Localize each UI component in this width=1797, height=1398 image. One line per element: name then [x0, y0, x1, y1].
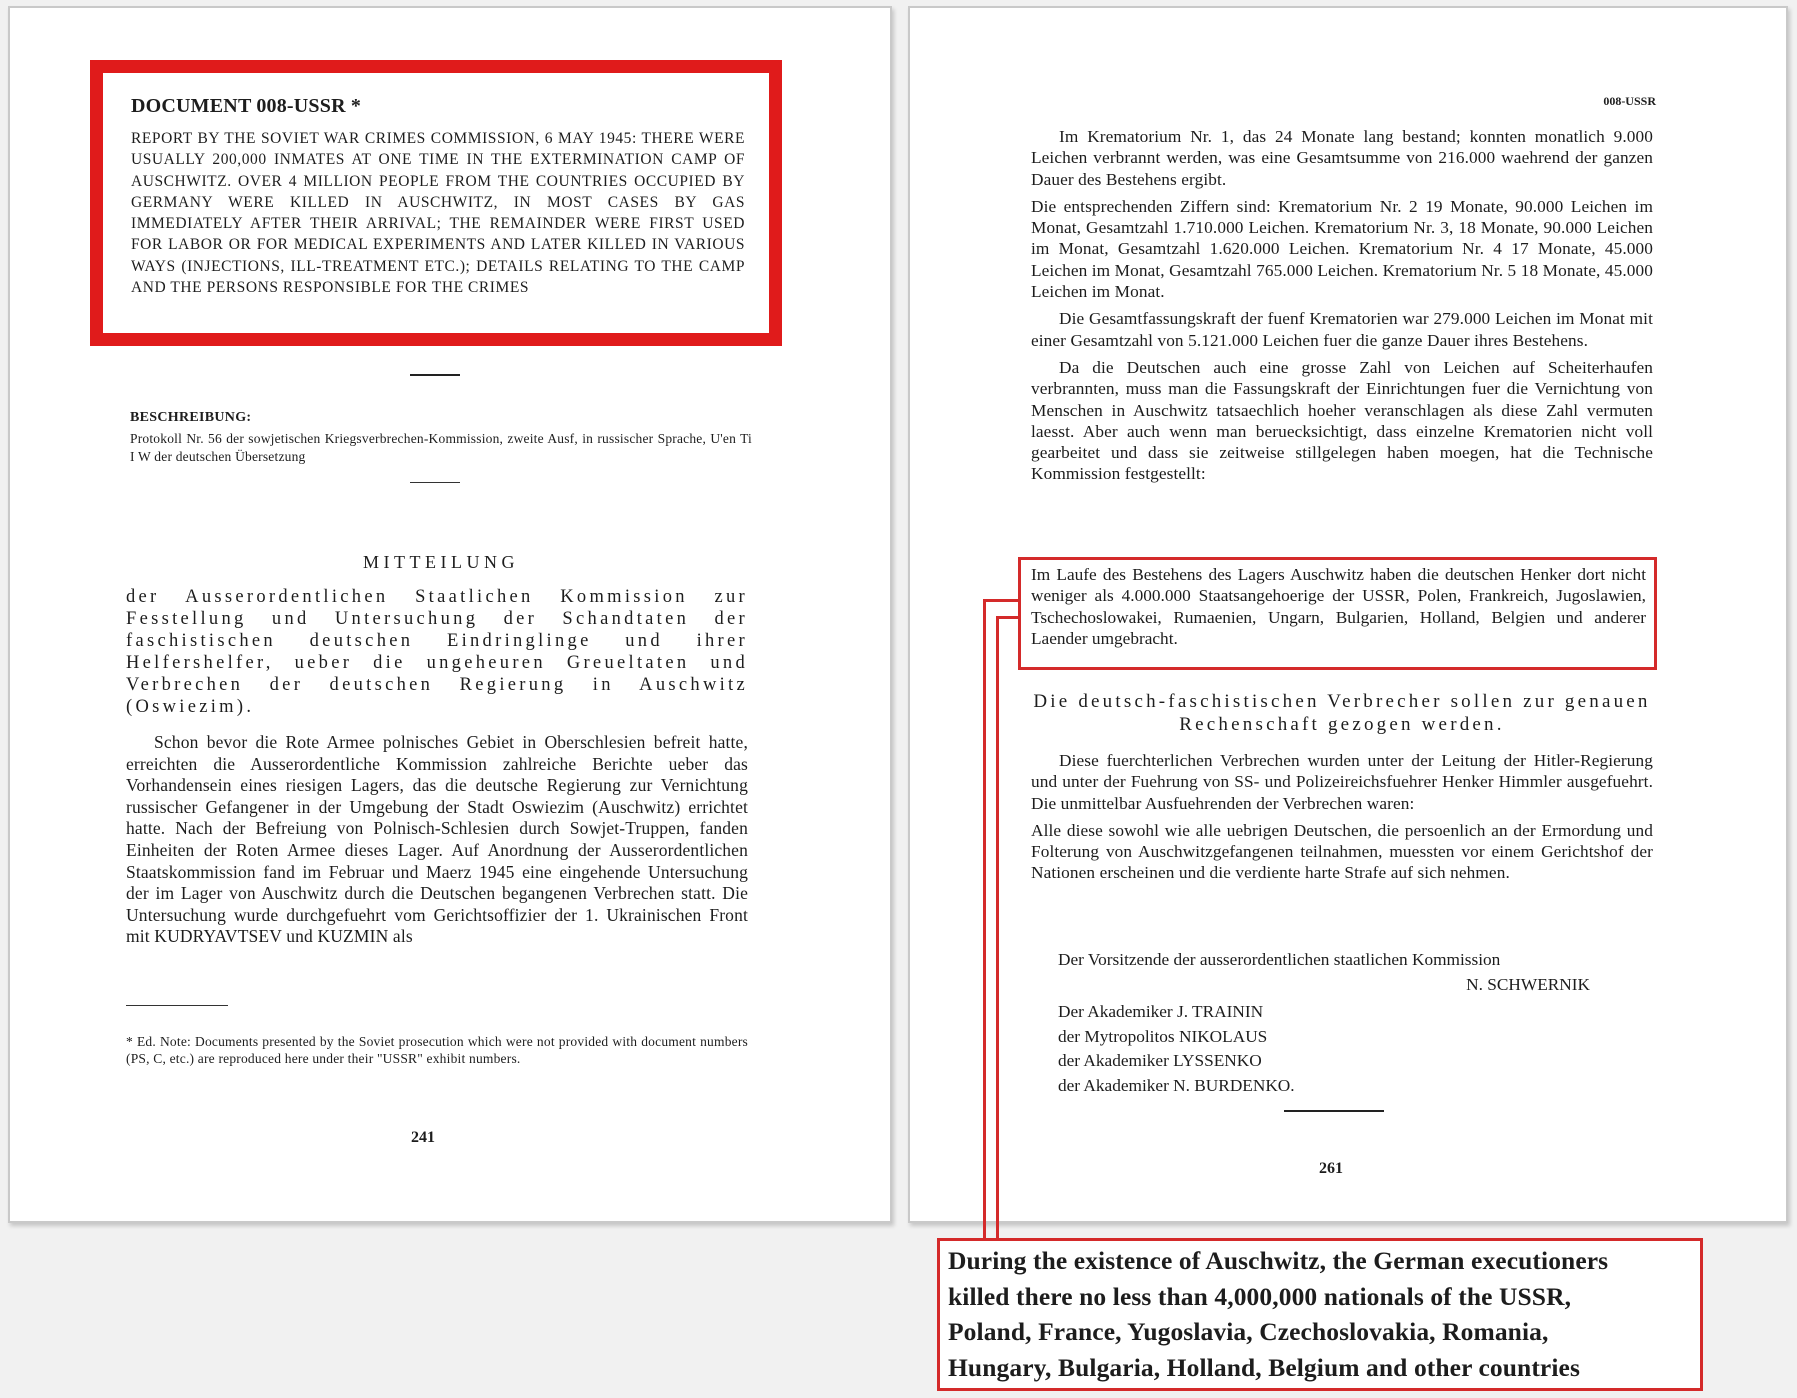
callout-connector-inner [996, 616, 999, 1240]
highlighted-paragraph: Im Laufe des Bestehens des Lagers Auschwitz haben die deutschen Henker dort nicht weniger als 4.000.000 Staatsangehoerige der USSR, Polen, Frankreich, Jugoslawien, Tschechoslowakei, Rumaenien, Ungarn, Bulgarien, Holland, Belgien und anderer Laender umgebracht. [1031, 565, 1646, 648]
paragraph-total-capacity: Die Gesamtfassungskraft der fuenf Krematorien war 279.000 Leichen im Monat mit einer Gesamtzahl von 5.121.000 Leichen fuer die ganze Dauer ihres Bestehens. [1031, 309, 1653, 350]
chair-signature [1058, 948, 1658, 997]
mitteilung-text: der Ausserordentlichen Staatlichen Kommission zur Fesstellung und Untersuchung der Schandtaten der faschistischen deutschen Eindringlinge und ihrer Helfershelfer, ueber die ungeheuren Greueltaten und Verbrechen der deutschen Regierung in Auschwitz (Oswiezim). [126, 587, 748, 717]
paragraph-gerichtshof: Alle diese sowohl wie alle uebrigen Deutschen, die persoenlich an der Ermordung und Folterung von Auschwitzgefangenen teilnahmen, muessten vor einem Gerichtshof der Nationen erscheinen und die verdiente harte Strafe auf sich nehmen. [1031, 820, 1653, 883]
signatory: der Akademiker N. BURDENKO. [1058, 1075, 1295, 1095]
beschreibung-text: Protokoll Nr. 56 der sowjetischen Kriegsverbrechen-Kommission, zweite Ausf, in russischer Sprache, U'en Ti I W der deutschen Übersetzung [130, 431, 752, 464]
right-document-page [908, 6, 1788, 1223]
page-number: 241 [411, 1129, 435, 1146]
page-number: 261 [1319, 1160, 1343, 1177]
running-head: 008-USSR [1603, 94, 1656, 108]
translation-line: Hungary, Bulgaria, Holland, Belgium and other countries [948, 1352, 1580, 1382]
paragraph-krematorium-1: Im Krematorium Nr. 1, das 24 Monate lang bestand; konnten monatlich 9.000 Leichen verbrannt werden, was eine Gesamtsumme von 216.000 waehrend der ganzen Dauer des Bestehens ergibt. [1031, 127, 1653, 189]
english-translation-box [937, 1238, 1703, 1391]
document-title: DOCUMENT 008-USSR * [131, 95, 362, 117]
beschreibung-label: BESCHREIBUNG: [130, 410, 252, 425]
document-summary-highlight-box [90, 60, 782, 346]
upper-text-block [1031, 126, 1653, 491]
mitteilung-heading: MITTEILUNG [363, 552, 519, 572]
paragraph-krematorium-figures: Die entsprechenden Ziffern sind: Krematorium Nr. 2 19 Monate, 90.000 Leichen im Monat, Gesamtzahl 1.710.000 Leichen. Krematorium Nr. 3, 18 Monate, 90.000 Leichen im Monat, Gesamtzahl 1.620.000 Leichen. Krematorium Nr. 4 17 Monate, 45.000 Leichen im Monat, Gesamtzahl 765.000 Leichen. Krematorium Nr. 5 18 Monate, 45.000 Leichen im Monat. [1031, 196, 1653, 302]
translation-line: During the existence of Auschwitz, the German executioners [948, 1246, 1609, 1275]
signatory: der Mytropolitos NIKOLAUS [1058, 1026, 1268, 1046]
signatory: Der Akademiker J. TRAININ [1058, 1002, 1264, 1021]
body-text: Schon bevor die Rote Armee polnisches Gebiet in Oberschlesien befreit hatte, erreichten die Ausserordentliche Kommission zahlreiche Berichte ueber das Vorhandensein eines riesigen Lagers, das die deutsche Regierung zur Vernichtung russischer Gefangener in der Umgebung der Stadt Oswiezim (Auschwitz) errichtet hatte. Nach der Befreiung von Polnisch-Schlesien durch Sowjet-Truppen, fanden Einheiten der Roten Armee dieses Lager. Auf Anordnung der Ausserordentlichen Staatskommission fand im Februar und Maerz 1945 eine eingehende Untersuchung der im Lager von Auschwitz durch die Deutschen begangenen Verbrechen statt. Die Untersuchung wurde durchgefuehrt vom Gerichtsoffizier der 1. Ukrainischen Front mit KUDRYAVTSEV und KUZMIN als [126, 732, 748, 947]
footnote-rule [126, 1005, 228, 1006]
divider [410, 374, 460, 376]
translation-line: Poland, France, Yugoslavia, Czechoslovakia, Romania, [948, 1317, 1549, 1346]
signatories-list [1058, 1000, 1458, 1098]
left-document-page [8, 6, 892, 1223]
section-heading: Die deutsch-faschistischen Verbrecher sollen zur genauen Rechenschaft gezogen werden. [1033, 691, 1651, 735]
callout-connector-inner-top [996, 616, 1018, 619]
lower-text-block [1031, 750, 1653, 890]
callout-connector-top [983, 599, 1018, 602]
highlighted-quote-box [1018, 557, 1657, 670]
paragraph-scheiterhaufen: Da die Deutschen auch eine grosse Zahl von Leichen auf Scheiterhaufen verbrannten, muss man die Fassungskraft der Einrichtungen fuer die Vernichtung von Menschen in Auschwitz tatsaechlich hoeher veranschlagen als diese Zahl vermuten laesst. Aber auch wenn man beruecksichtigt, dass einzelne Krematorien nicht voll gearbeitet und dass sie zeitweise stillgelegen haben moegen, hat die Technische Kommission festgestellt: [1031, 357, 1653, 484]
paragraph-hitler-regierung: Diese fuerchterlichen Verbrechen wurden unter der Leitung der Hitler-Regierung und unter der Fuehrung von SS- und Polizeireichsfuehrer Henker Himmler ausgefuehrt. Die unmittelbar Ausfuehrenden der Verbrechen waren: [1031, 751, 1653, 813]
chair-name: N. SCHWERNIK [1466, 974, 1590, 994]
translation-line: killed there no less than 4,000,000 nationals of the USSR, [948, 1281, 1572, 1311]
beschreibung-section [130, 410, 752, 466]
document-summary: REPORT BY THE SOVIET WAR CRIMES COMMISSION, 6 MAY 1945: THERE WERE USUALLY 200,000 INMATES AT ONE TIME IN THE EXTERMINATION CAMP OF AUSCHWITZ. OVER 4 MILLION PEOPLE FROM THE COUNTRIES OCCUPIED BY GERMANY WERE KILLED IN AUSCHWITZ, IN MOST CASES BY GAS IMMEDIATELY AFTER THEIR ARRIVAL; THE REMAINDER WERE FIRST USED FOR LABOR OR FOR MEDICAL EXPERIMENTS AND LATER KILLED IN VARIOUS WAYS (INJECTIONS, ILL-TREATMENT ETC.); DETAILS RELATING TO THE CAMP AND THE PERSONS RESPONSIBLE FOR THE CRIMES [131, 130, 745, 297]
signatory: der Akademiker LYSSENKO [1058, 1051, 1262, 1070]
footnote: * Ed. Note: Documents presented by the Soviet prosecution which were not provided with document numbers (PS, C, etc.) are reproduced here under their "USSR" exhibit numbers. [126, 1034, 748, 1066]
chair-line: Der Vorsitzende der ausserordentlichen staatlichen Kommission [1058, 950, 1501, 969]
callout-connector-outer [983, 599, 986, 1240]
divider [1284, 1110, 1384, 1112]
divider [410, 482, 460, 483]
